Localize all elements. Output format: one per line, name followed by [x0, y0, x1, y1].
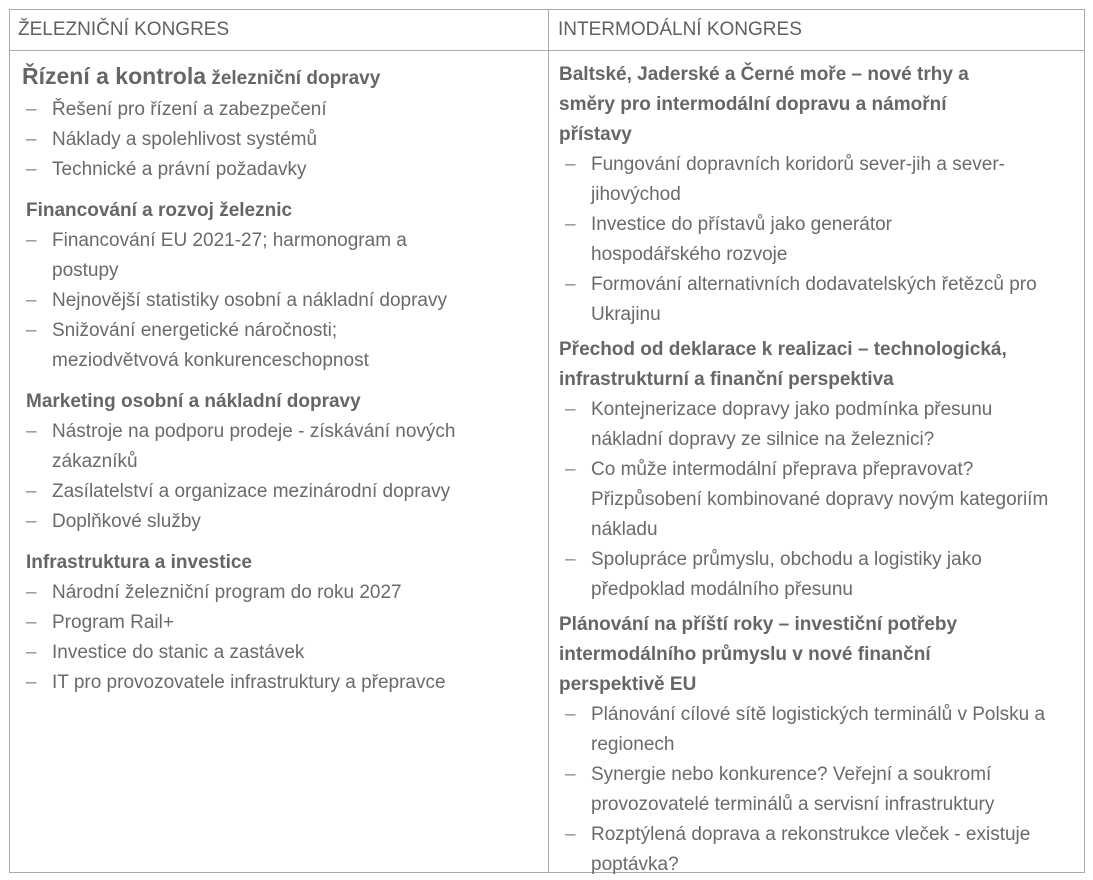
list-item: [559, 820, 1051, 880]
dash-bullet: –: [26, 320, 37, 341]
table-header-row: [10, 10, 1084, 51]
list-item: [559, 545, 1061, 605]
list-item-text: Investice do přístavů jako generátor hospodářského rozvoje: [591, 214, 893, 265]
section-marketing: [20, 387, 548, 537]
dash-bullet: –: [26, 612, 37, 633]
list-item: [559, 150, 1081, 210]
dash-bullet: –: [26, 159, 37, 180]
list-item: [559, 210, 951, 270]
list-item-text: Financování EU 2021-27; harmonogram a postupy: [52, 230, 407, 281]
list-item: [559, 700, 1056, 760]
list-item-text: Formování alternativních dodavatelských řetězců pro Ukrajinu: [591, 274, 1037, 325]
dash-bullet: –: [26, 672, 37, 693]
list-item: [20, 286, 522, 316]
intermodal-congress-column: [549, 51, 1084, 875]
list-item-text: Technické a právní požadavky: [52, 159, 307, 180]
list-item: [20, 95, 522, 125]
dash-bullet: –: [565, 154, 576, 175]
dash-bullet: –: [565, 764, 576, 785]
section-title-rest: železniční dopravy: [206, 68, 381, 89]
list-item: [559, 760, 1076, 820]
list-item-text: Zasílatelství a organizace mezinárodní dopravy: [52, 481, 451, 502]
list-item: [20, 477, 522, 507]
list-item: [559, 455, 1051, 545]
list-item: [20, 507, 522, 537]
list-item-text: Spolupráce průmyslu, obchodu a logistiky jako předpoklad modálního přesunu: [591, 549, 982, 600]
list-item: [559, 395, 1066, 455]
railway-congress-header: ŽELEZNIČNÍ KONGRES: [18, 19, 230, 40]
list-item-text: Snižování energetické náročnosti; meziodvětvová konkurenceschopnost: [52, 320, 369, 371]
dash-bullet: –: [26, 481, 37, 502]
congress-program-table: [9, 9, 1085, 873]
section-traffic-control: [20, 60, 548, 185]
dash-bullet: –: [565, 459, 576, 480]
list-item: [20, 155, 522, 185]
list-item-text: Plánování cílové sítě logistických terminálů v Polsku a regionech: [591, 704, 1046, 755]
dash-bullet: –: [26, 642, 37, 663]
list-item: [20, 417, 522, 477]
dash-bullet: –: [565, 824, 576, 845]
dash-bullet: –: [565, 214, 576, 235]
list-item: [20, 316, 432, 376]
section-title: Přechod od deklarace k realizaci – technologická, infrastrukturní a finanční perspektiva: [559, 339, 1007, 390]
railway-congress-column: [10, 51, 548, 872]
section-title: Plánování na příští roky – investiční potřeby intermodálního průmyslu v nové finanční perspektivě EU: [559, 614, 958, 695]
list-item-text: Program Rail+: [52, 612, 174, 633]
list-item-text: Investice do stanic a zastávek: [52, 642, 305, 663]
section-seas-markets: [559, 60, 1084, 330]
section-planning: [559, 610, 1084, 880]
list-item-text: Nejnovější statistiky osobní a nákladní dopravy: [52, 290, 447, 311]
list-item-text: Nástroje na podporu prodeje - získávání nových zákazníků: [52, 421, 456, 472]
list-item: [559, 270, 1081, 330]
dash-bullet: –: [565, 399, 576, 420]
section-infrastructure: [20, 548, 548, 698]
dash-bullet: –: [26, 129, 37, 150]
list-item: [20, 578, 522, 608]
list-item-text: IT pro provozovatele infrastruktury a přepravce: [52, 672, 446, 693]
list-item: [20, 226, 472, 286]
dash-bullet: –: [565, 704, 576, 725]
list-item: [20, 608, 522, 638]
section-financing: [20, 196, 548, 376]
list-item-text: Fungování dopravních koridorů sever-jih a sever-jihovýchod: [591, 154, 1005, 205]
section-title: Infrastruktura a investice: [26, 552, 252, 573]
section-title: [21, 60, 548, 95]
section-title: Baltské, Jaderské a Černé moře – nové trhy a směry pro intermodální dopravu a námořní přístavy: [559, 64, 969, 145]
list-item: [20, 125, 522, 155]
dash-bullet: –: [26, 582, 37, 603]
dash-bullet: –: [26, 511, 37, 532]
section-title-main: Řízení a kontrola: [22, 63, 207, 89]
dash-bullet: –: [26, 99, 37, 120]
intermodal-congress-header: INTERMODÁLNÍ KONGRES: [558, 19, 802, 40]
list-item-text: Co může intermodální přeprava přepravovat? Přizpůsobení kombinované dopravy novým kategoriím nákladu: [591, 459, 1049, 540]
list-item-text: Doplňkové služby: [52, 511, 201, 532]
dash-bullet: –: [565, 274, 576, 295]
list-item: [20, 668, 522, 698]
dash-bullet: –: [26, 230, 37, 251]
list-item-text: Rozptýlená doprava a rekonstrukce vleček - existuje poptávka?: [591, 824, 1031, 875]
list-item: [20, 638, 522, 668]
list-item-text: Synergie nebo konkurence? Veřejní a soukromí provozovatelé terminálů a servisní infrastruktury: [591, 764, 995, 815]
dash-bullet: –: [26, 421, 37, 442]
section-declaration-realization: [559, 335, 1084, 605]
section-title: Financování a rozvoj železnic: [26, 200, 293, 221]
list-item-text: Řešení pro řízení a zabezpečení: [52, 99, 327, 120]
section-title: Marketing osobní a nákladní dopravy: [26, 391, 361, 412]
list-item-text: Národní železniční program do roku 2027: [52, 582, 402, 603]
dash-bullet: –: [565, 549, 576, 570]
list-item-text: Náklady a spolehlivost systémů: [52, 129, 318, 150]
dash-bullet: –: [26, 290, 37, 311]
list-item-text: Kontejnerizace dopravy jako podmínka přesunu nákladní dopravy ze silnice na železnici?: [591, 399, 993, 450]
